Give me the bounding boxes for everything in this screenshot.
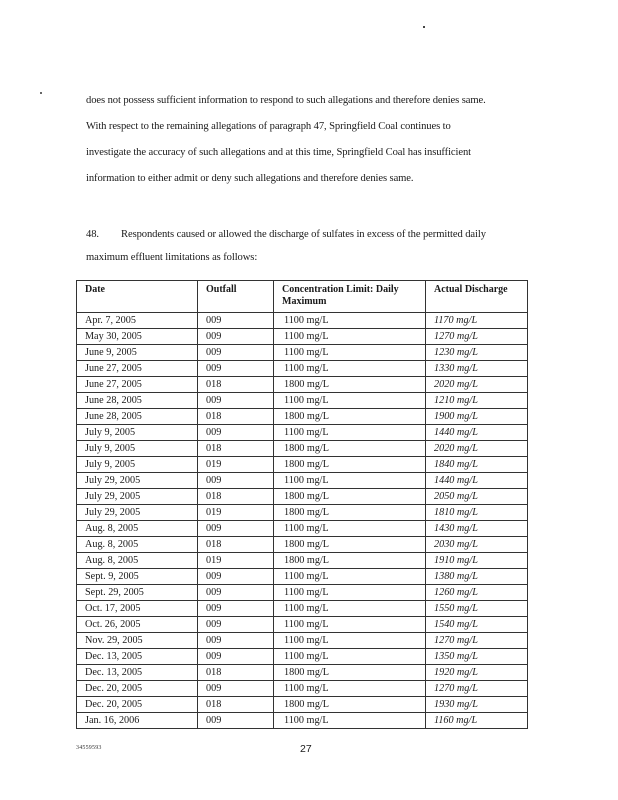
cell-outfall: 009 [198,649,274,665]
text-line: investigate the accuracy of such allegations and at this time, Springfield Coal has insufficient [86,147,472,158]
cell-actual-discharge: 1430 mg/L [426,521,528,537]
cell-outfall: 009 [198,569,274,585]
cell-actual-discharge: 1840 mg/L [426,457,528,473]
cell-outfall: 009 [198,473,274,489]
cell-actual-discharge: 1440 mg/L [426,425,528,441]
cell-actual-discharge: 1230 mg/L [426,345,528,361]
header-actual-discharge: Actual Discharge [426,281,528,313]
cell-date: July 29, 2005 [77,489,198,505]
cell-outfall: 009 [198,425,274,441]
cell-date: Aug. 8, 2005 [77,553,198,569]
cell-date: May 30, 2005 [77,329,198,345]
text-line: Respondents caused or allowed the discharge of sulfates in excess of the permitted daily [121,229,486,240]
cell-concentration-limit: 1100 mg/L [274,617,426,633]
cell-concentration-limit: 1100 mg/L [274,681,426,697]
cell-outfall: 018 [198,409,274,425]
table-row [77,441,528,457]
table-header-row [77,281,528,313]
table-row [77,585,528,601]
cell-concentration-limit: 1800 mg/L [274,489,426,505]
cell-concentration-limit: 1100 mg/L [274,345,426,361]
cell-outfall: 009 [198,681,274,697]
document-id: 34559593 [76,745,102,751]
cell-concentration-limit: 1100 mg/L [274,313,426,329]
cell-actual-discharge: 1910 mg/L [426,553,528,569]
table-row [77,633,528,649]
cell-actual-discharge: 1210 mg/L [426,393,528,409]
cell-date: June 28, 2005 [77,393,198,409]
cell-concentration-limit: 1800 mg/L [274,537,426,553]
cell-actual-discharge: 1160 mg/L [426,713,528,729]
cell-outfall: 018 [198,441,274,457]
text-line: information to either admit or deny such allegations and therefore denies same. [86,173,414,184]
cell-date: July 9, 2005 [77,457,198,473]
cell-date: July 9, 2005 [77,441,198,457]
cell-concentration-limit: 1100 mg/L [274,633,426,649]
cell-date: Aug. 8, 2005 [77,537,198,553]
cell-actual-discharge: 1900 mg/L [426,409,528,425]
cell-concentration-limit: 1100 mg/L [274,713,426,729]
cell-concentration-limit: 1100 mg/L [274,393,426,409]
cell-concentration-limit: 1100 mg/L [274,585,426,601]
cell-actual-discharge: 1550 mg/L [426,601,528,617]
cell-outfall: 019 [198,505,274,521]
cell-outfall: 009 [198,585,274,601]
cell-outfall: 009 [198,617,274,633]
cell-date: July 29, 2005 [77,505,198,521]
cell-date: Nov. 29, 2005 [77,633,198,649]
cell-date: Dec. 20, 2005 [77,697,198,713]
table-row [77,473,528,489]
cell-actual-discharge: 1270 mg/L [426,681,528,697]
cell-outfall: 009 [198,633,274,649]
cell-actual-discharge: 2050 mg/L [426,489,528,505]
cell-actual-discharge: 1380 mg/L [426,569,528,585]
scan-speck [40,92,42,94]
text-line: With respect to the remaining allegations of paragraph 47, Springfield Coal continues to [86,121,451,132]
cell-date: Dec. 13, 2005 [77,649,198,665]
table-row [77,553,528,569]
table-row [77,521,528,537]
cell-actual-discharge: 1170 mg/L [426,313,528,329]
cell-actual-discharge: 1260 mg/L [426,585,528,601]
cell-actual-discharge: 1350 mg/L [426,649,528,665]
cell-date: Dec. 20, 2005 [77,681,198,697]
table-row [77,617,528,633]
cell-actual-discharge: 2020 mg/L [426,377,528,393]
paragraph-number: 48. [86,229,99,240]
cell-concentration-limit: 1100 mg/L [274,569,426,585]
cell-outfall: 009 [198,713,274,729]
table-row [77,425,528,441]
table-body [77,313,528,729]
table-row [77,489,528,505]
cell-outfall: 009 [198,329,274,345]
cell-date: Oct. 26, 2005 [77,617,198,633]
cell-concentration-limit: 1800 mg/L [274,697,426,713]
table-row [77,345,528,361]
page-number: 27 [300,743,312,755]
cell-date: Jan. 16, 2006 [77,713,198,729]
cell-actual-discharge: 1270 mg/L [426,633,528,649]
cell-outfall: 019 [198,457,274,473]
cell-actual-discharge: 1330 mg/L [426,361,528,377]
table-row [77,569,528,585]
table-row [77,665,528,681]
cell-date: June 28, 2005 [77,409,198,425]
table-row [77,713,528,729]
cell-actual-discharge: 1920 mg/L [426,665,528,681]
cell-actual-discharge: 1930 mg/L [426,697,528,713]
table-row [77,601,528,617]
cell-outfall: 009 [198,521,274,537]
cell-date: Sept. 9, 2005 [77,569,198,585]
cell-actual-discharge: 1440 mg/L [426,473,528,489]
table-row [77,457,528,473]
cell-outfall: 018 [198,377,274,393]
table-row [77,393,528,409]
table-row [77,409,528,425]
cell-concentration-limit: 1800 mg/L [274,553,426,569]
cell-date: June 27, 2005 [77,377,198,393]
cell-actual-discharge: 2030 mg/L [426,537,528,553]
cell-date: July 29, 2005 [77,473,198,489]
cell-concentration-limit: 1800 mg/L [274,457,426,473]
cell-outfall: 009 [198,345,274,361]
header-date: Date [77,281,198,313]
cell-outfall: 018 [198,537,274,553]
cell-date: Aug. 8, 2005 [77,521,198,537]
table-row [77,505,528,521]
cell-concentration-limit: 1100 mg/L [274,473,426,489]
cell-outfall: 018 [198,665,274,681]
text-line: maximum effluent limitations as follows: [86,252,258,263]
cell-concentration-limit: 1100 mg/L [274,425,426,441]
cell-concentration-limit: 1100 mg/L [274,649,426,665]
cell-outfall: 009 [198,601,274,617]
cell-outfall: 009 [198,313,274,329]
cell-date: July 9, 2005 [77,425,198,441]
cell-actual-discharge: 2020 mg/L [426,441,528,457]
table-row [77,681,528,697]
cell-date: Oct. 17, 2005 [77,601,198,617]
scan-speck [423,26,425,28]
cell-outfall: 019 [198,553,274,569]
cell-outfall: 009 [198,361,274,377]
text-line: does not possess sufficient information to respond to such allegations and therefore denies same. [86,95,486,106]
header-outfall: Outfall [198,281,274,313]
cell-date: Dec. 13, 2005 [77,665,198,681]
cell-concentration-limit: 1800 mg/L [274,665,426,681]
cell-concentration-limit: 1800 mg/L [274,441,426,457]
cell-concentration-limit: 1800 mg/L [274,505,426,521]
cell-outfall: 018 [198,489,274,505]
table-row [77,361,528,377]
header-concentration-limit: Concentration Limit: Daily Maximum [274,281,426,313]
cell-concentration-limit: 1100 mg/L [274,601,426,617]
cell-concentration-limit: 1100 mg/L [274,329,426,345]
discharge-table [76,280,528,729]
cell-outfall: 009 [198,393,274,409]
cell-date: Apr. 7, 2005 [77,313,198,329]
cell-date: June 27, 2005 [77,361,198,377]
table-row [77,313,528,329]
cell-actual-discharge: 1540 mg/L [426,617,528,633]
cell-date: June 9, 2005 [77,345,198,361]
table-row [77,377,528,393]
cell-concentration-limit: 1100 mg/L [274,361,426,377]
cell-actual-discharge: 1270 mg/L [426,329,528,345]
table-row [77,649,528,665]
cell-actual-discharge: 1810 mg/L [426,505,528,521]
cell-concentration-limit: 1800 mg/L [274,409,426,425]
cell-date: Sept. 29, 2005 [77,585,198,601]
table-row [77,329,528,345]
table-row [77,697,528,713]
cell-concentration-limit: 1100 mg/L [274,521,426,537]
cell-outfall: 018 [198,697,274,713]
cell-concentration-limit: 1800 mg/L [274,377,426,393]
table-row [77,537,528,553]
